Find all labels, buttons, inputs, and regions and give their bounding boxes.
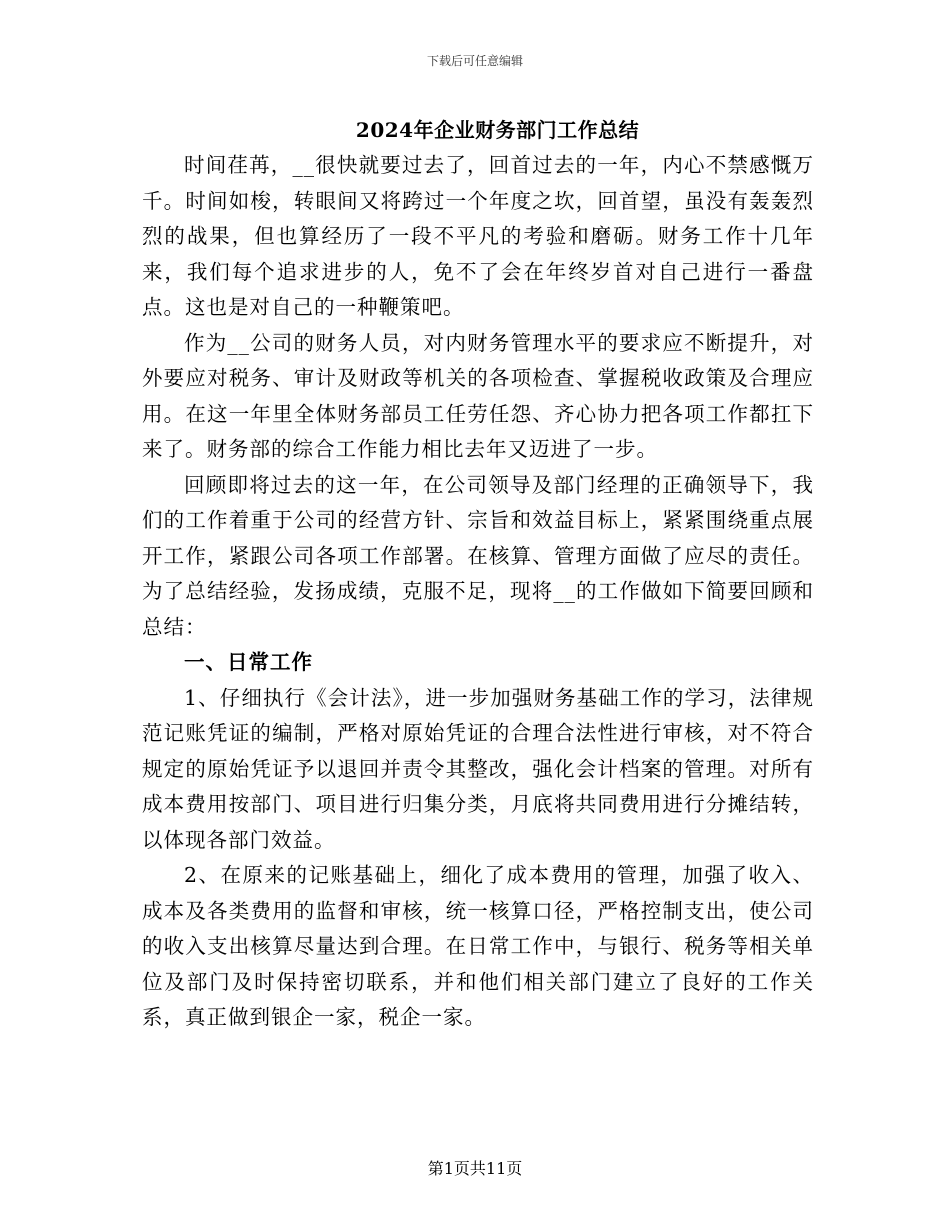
paragraph-review: 回顾即将过去的这一年，在公司领导及部门经理的正确领导下，我们的工作着重于公司的经营方针、宗旨和效益目标上，紧紧围绕重点展开工作，紧跟公司各项工作部署。在核算、管理方面做了应尽的责任。为了总结经验，发扬成绩，克服不足，现将__的工作做如下简要回顾和总结： — [142, 472, 814, 639]
section-heading: 一、日常工作 — [184, 650, 313, 674]
section-item-2: 2、在原来的记账基础上，细化了成本费用的管理，加强了收入、成本及各类费用的监督和审核，统一核算口径，严格控制支出，使公司的收入支出核算尽量达到合理。在日常工作中，与银行、税务等相关单位及部门及时保持密切联系，并和他们相关部门建立了良好的工作关系，真正做到银企一家，税企一家。 — [142, 863, 814, 1029]
paragraph-intro: 时间荏苒，__很快就要过去了，回首过去的一年，内心不禁感慨万千。时间如梭，转眼间又将跨过一个年度之坎，回首望，虽没有轰轰烈烈的战果，但也算经历了一段不平凡的考验和磨砺。财务工作十几年来，我们每个追求进步的人，免不了会在年终岁首对自己进行一番盘点。这也是对自己的一种鞭策吧。 — [142, 153, 814, 319]
document-title: 2024年企业财务部门工作总结 — [355, 118, 640, 142]
page-footer: 第1页共11页 — [427, 1159, 523, 1178]
paragraph-role: 作为__公司的财务人员，对内财务管理水平的要求应不断提升，对外要应对税务、审计及财政等机关的各项检查、掌握税收政策及合理应用。在这一年里全体财务部员工任劳任怨、齐心协力把各项工作都扛下来了。财务部的综合工作能力相比去年又迈进了一步。 — [142, 330, 814, 461]
document-body — [142, 148, 814, 1036]
header-note: 下载后可任意编辑 — [426, 54, 523, 68]
section-item-1: 1、仔细执行《会计法》，进一步加强财务基础工作的学习，法律规范记账凭证的编制，严格对原始凭证的合理合法性进行审核，对不符合规定的原始凭证予以退回并责令其整改，强化会计档案的管理。对所有成本费用按部门、项目进行归集分类，月底将共同费用进行分摊结转，以体现各部门效益。 — [142, 685, 814, 852]
